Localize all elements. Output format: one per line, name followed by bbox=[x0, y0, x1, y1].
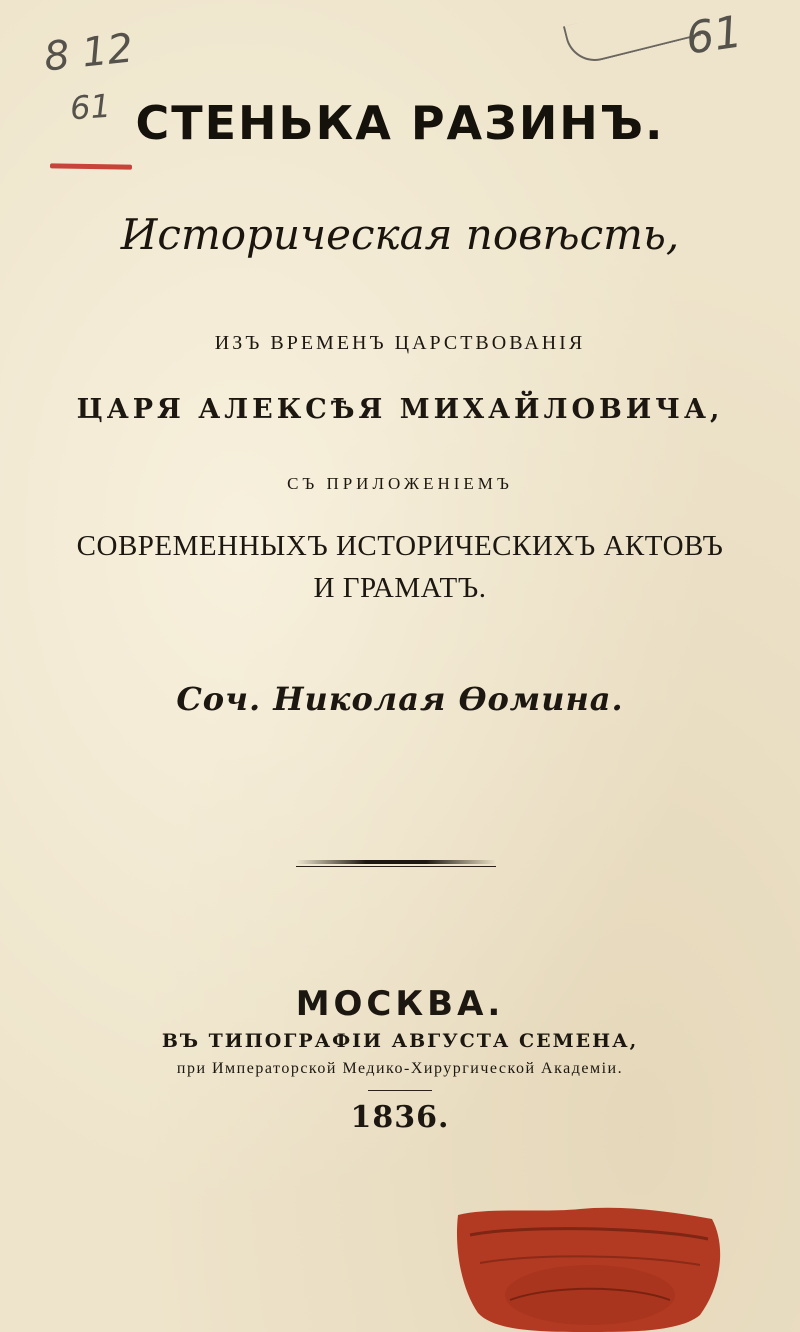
imprint-press: ВЪ ТИПОГРАФІИ АВГУСТА СЕМЕНА, bbox=[161, 1030, 639, 1052]
imprint-city: МОСКВА. bbox=[295, 984, 505, 1024]
pencil-stroke-mark bbox=[563, 0, 701, 67]
reign-line: ИЗЪ ВРЕМЕНЪ ЦАРСТВОВАНІЯ bbox=[214, 332, 586, 354]
imprint-academy: при Императорской Медико-Хирургической Академіи. bbox=[176, 1060, 624, 1077]
imprint-year: 1836. bbox=[350, 1100, 450, 1135]
pencil-annotation-left-lower: 61 bbox=[68, 86, 112, 128]
tsar-line: ЦАРЯ АЛЕКСѢЯ МИХАЙЛОВИЧА, bbox=[76, 394, 724, 425]
appendix-line: СЪ ПРИЛОЖЕНІЕМЪ bbox=[287, 474, 513, 493]
red-pencil-underline bbox=[50, 163, 132, 169]
imprint-rule bbox=[368, 1090, 432, 1091]
pencil-annotation-left: 8 12 bbox=[41, 25, 136, 81]
ornamental-rule bbox=[296, 860, 496, 864]
author-line: Соч. Николая Ѳомина. bbox=[176, 680, 624, 718]
acts-line-1: СОВРЕМЕННЫХЪ ИСТОРИЧЕСКИХЪ АКТОВЪ bbox=[76, 530, 724, 562]
book-subtitle: Историческая повѣсть, bbox=[120, 210, 680, 259]
book-title: СТЕНЬКА РАЗИНЪ. bbox=[135, 96, 665, 150]
ornamental-rule-hairline bbox=[296, 866, 496, 867]
pencil-annotation-right: 61 bbox=[682, 6, 746, 65]
acts-line-2: И ГРАМАТЪ. bbox=[313, 572, 487, 604]
wax-seal bbox=[450, 1205, 730, 1332]
